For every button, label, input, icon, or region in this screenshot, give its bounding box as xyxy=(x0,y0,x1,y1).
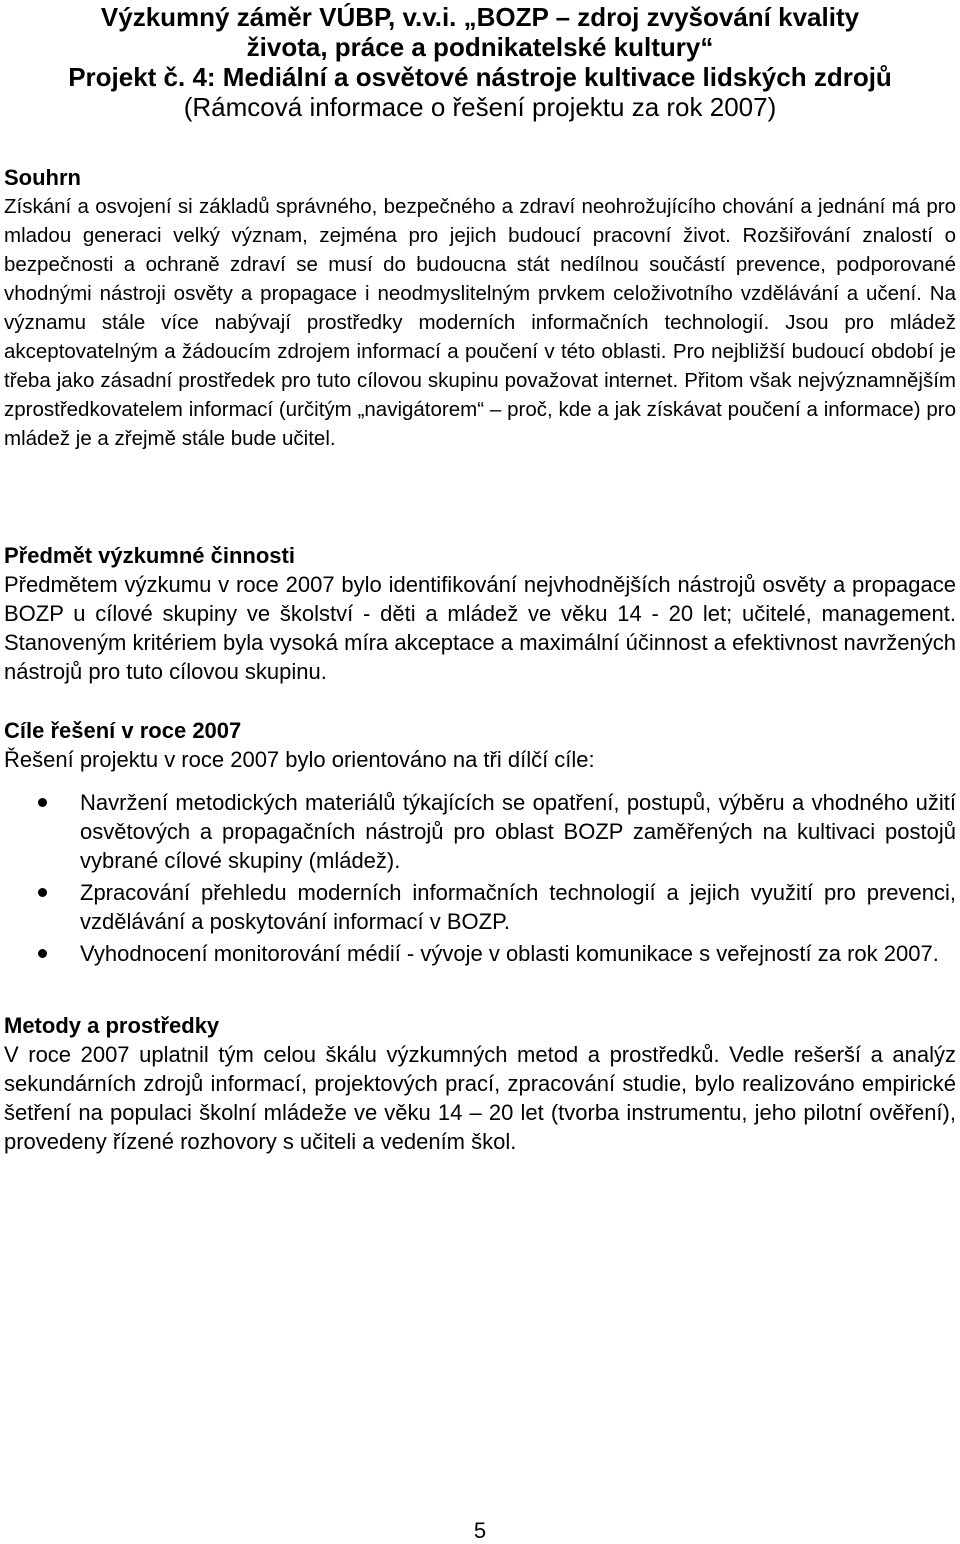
goals-heading: Cíle řešení v roce 2007 xyxy=(4,718,242,743)
methods-section xyxy=(4,1011,956,1156)
goals-section xyxy=(4,716,956,971)
bullet-icon xyxy=(38,888,47,897)
summary-text: Získání a osvojení si základů správného, bezpečného a zdraví neohrožujícího chování a jednání má pro mladou generaci velký význam, zejména pro jejich budoucí pracovní život. Rozšiřování znalostí o bezpečnosti a ochraně zdraví se musí do budoucna stát nedílnou součástí prevence, podporované vhodnými nástroji osvěty a propagace i neodmyslitelným prvkem celoživotního vzdělávání a učení. Na významu stále více nabývají prostředky moderních informačních technologií. Jsou pro mládež akceptovatelným a žádoucím zdrojem informací a poučení v této oblasti. Pro nejbližší budoucí období je třeba jako zásadní prostředek pro tuto cílovou skupinu považovat internet. Přitom však nejvýznamnějším zprostředkovatelem informací (určitým „navigátorem“ – proč, kde a jak získávat poučení a informace) pro mládež je a zřejmě stále bude učitel. xyxy=(4,195,956,450)
summary-section xyxy=(4,163,956,453)
bullet-icon xyxy=(38,798,47,807)
subject-section xyxy=(4,541,956,686)
goals-list xyxy=(4,788,956,968)
list-item: Zpracování přehledu moderních informačních technologií a jejich využití pro prevenci, vzdělávání a poskytování informací v BOZP. xyxy=(4,878,956,936)
project-subtitle: (Rámcová informace o řešení projektu za rok 2007) xyxy=(183,92,777,122)
summary-heading: Souhrn xyxy=(4,165,81,190)
title-line-2: života, práce a podnikatelské kultury“ xyxy=(246,32,714,62)
methods-heading: Metody a prostředky xyxy=(4,1013,220,1038)
bullet-icon xyxy=(38,949,47,958)
goals-intro: Řešení projektu v roce 2007 bylo orientováno na tři dílčí cíle: xyxy=(4,747,595,772)
page-number: 5 xyxy=(473,1518,487,1543)
document-header xyxy=(4,2,956,122)
list-item: Vyhodnocení monitorování médií - vývoje v oblasti komunikace s veřejností za rok 2007. xyxy=(4,939,956,968)
list-item: Navržení metodických materiálů týkajících se opatření, postupů, výběru a vhodného užití osvětových a propagačních nástrojů pro oblast BOZP zaměřených na kultivaci postojů vybrané cílové skupiny (mládež). xyxy=(4,788,956,875)
project-title: Projekt č. 4: Mediální a osvětové nástroje kultivace lidských zdrojů xyxy=(68,62,892,92)
methods-text: V roce 2007 uplatnil tým celou škálu výzkumných metod a prostředků. Vedle rešerší a analýz sekundárních zdrojů informací, projektových prací, zpracování studie, bylo realizováno empirické šetření na populaci školní mládeže ve věku 14 – 20 let (tvorba instrumentu, jeho pilotní ověření), provedeny řízené rozhovory s učiteli a vedením škol. xyxy=(4,1042,956,1154)
subject-heading: Předmět výzkumné činnosti xyxy=(4,543,295,568)
title-line-1: Výzkumný záměr VÚBP, v.v.i. „BOZP – zdroj zvyšování kvality xyxy=(100,2,860,32)
subject-text: Předmětem výzkumu v roce 2007 bylo identifikování nejvhodnějších nástrojů osvěty a propagace BOZP u cílové skupiny ve školství - děti a mládež ve věku 14 - 20 let; učitelé, management. Stanoveným kritériem byla vysoká míra akceptace a maximální účinnost a efektivnost navržených nástrojů pro tuto cílovou skupinu. xyxy=(4,572,956,684)
